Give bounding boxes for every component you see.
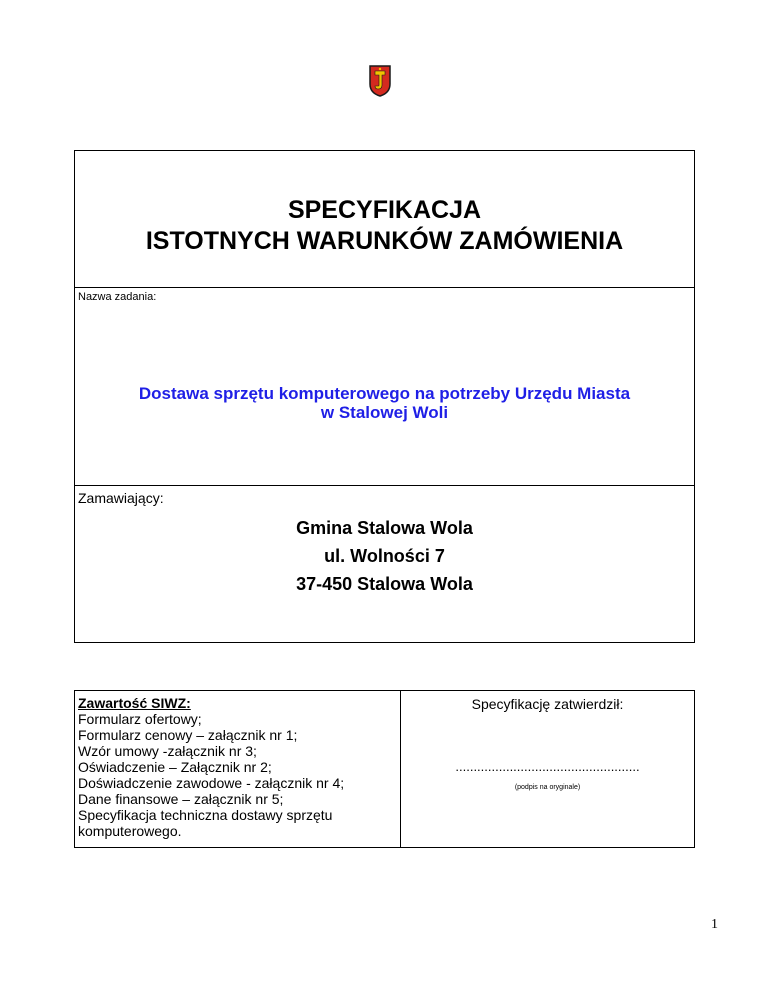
task-name-line1: Dostawa sprzętu komputerowego na potrzeby Urzędu Miasta bbox=[138, 384, 631, 403]
cover-main-box bbox=[74, 150, 695, 643]
contents-item: Formularz cenowy – załącznik nr 1; bbox=[78, 727, 298, 743]
client-address bbox=[75, 514, 694, 598]
document-title-line2: ISTOTNYCH WARUNKÓW ZAMÓWIENIA bbox=[145, 227, 624, 255]
client-street: ul. Wolności 7 bbox=[324, 546, 445, 566]
title-section bbox=[75, 151, 694, 288]
contents-item: Specyfikacja techniczna dostawy sprzętu bbox=[78, 807, 333, 823]
task-label: Nazwa zadania: bbox=[78, 291, 157, 303]
client-label: Zamawiający: bbox=[78, 490, 164, 506]
contents-approval-table bbox=[74, 690, 695, 848]
contents-item: Formularz ofertowy; bbox=[78, 711, 202, 727]
contents-item: Doświadczenie zawodowe - załącznik nr 4; bbox=[78, 775, 345, 791]
page-number: 1 bbox=[711, 917, 718, 932]
approval-column bbox=[401, 691, 694, 847]
contents-list bbox=[78, 711, 400, 839]
contents-column bbox=[75, 691, 401, 847]
task-name-line2: w Stalowej Woli bbox=[320, 403, 449, 422]
approval-label: Specyfikację zatwierdził: bbox=[471, 696, 624, 712]
client-section bbox=[75, 486, 694, 642]
signature-note: (podpis na oryginale) bbox=[514, 784, 581, 791]
contents-title: Zawartość SIWZ: bbox=[78, 695, 191, 711]
document-title-line1: SPECYFIKACJA bbox=[287, 196, 482, 224]
client-name: Gmina Stalowa Wola bbox=[296, 518, 473, 538]
task-name bbox=[75, 384, 694, 422]
contents-item: Oświadczenie – Załącznik nr 2; bbox=[78, 759, 272, 775]
contents-item: Dane finansowe – załącznik nr 5; bbox=[78, 791, 284, 807]
city-coat-of-arms-icon bbox=[369, 65, 391, 97]
contents-item: komputerowego. bbox=[78, 823, 182, 839]
client-city: 37-450 Stalowa Wola bbox=[296, 574, 473, 594]
contents-item: Wzór umowy -załącznik nr 3; bbox=[78, 743, 257, 759]
document-title bbox=[75, 195, 694, 257]
signature-line: ................................................... bbox=[455, 759, 640, 774]
task-section bbox=[75, 288, 694, 486]
